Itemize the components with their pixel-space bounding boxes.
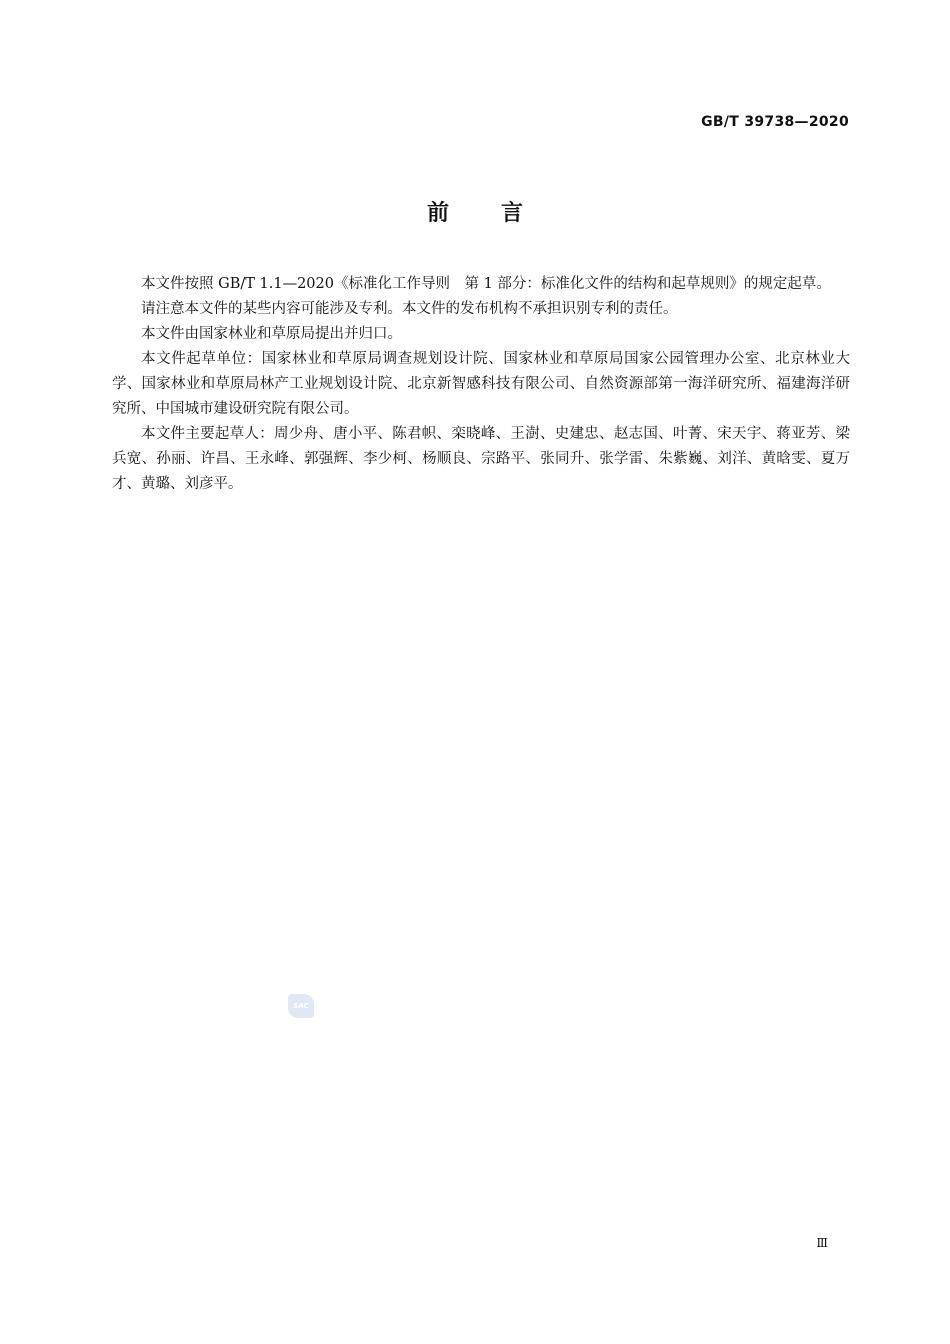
paragraph-patent-notice: 请注意本文件的某些内容可能涉及专利。本文件的发布机构不承担识别专利的责任。 [141,301,678,317]
paragraph-proposer: 本文件由国家林业和草原局提出并归口。 [141,326,402,342]
sac-watermark-logo: SAC [288,994,314,1018]
paragraph-drafters: 本文件主要起草人：周少舟、唐小平、陈君帜、栾晓峰、王澍、史建忠、赵志国、叶菁、宋天宇、蒋亚芳、梁兵宽、孙丽、许昌、王永峰、郭强辉、李少柯、杨顺良、宗路平、张同升、张学雷、朱紫巍、刘洋、黄晗雯、夏万才、黄璐、刘彦平。 [112,426,850,492]
page-number: Ⅲ [816,1236,828,1250]
standard-number: GB/T 39738—2020 [701,114,849,130]
paragraph-drafting-organizations: 本文件起草单位：国家林业和草原局调查规划设计院、国家林业和草原局国家公园管理办公室、北京林业大学、国家林业和草原局林产工业规划设计院、北京新智感科技有限公司、自然资源部第一海洋研究所、福建海洋研究所、中国城市建设研究院有限公司。 [112,351,850,417]
paragraph-drafting-rules: 本文件按照 GB/T 1.1—2020《标准化工作导则 第 1 部分：标准化文件的结构和起草规则》的规定起草。 [141,276,831,292]
page-title: 前言 [426,201,575,226]
foreword-body [112,272,850,497]
